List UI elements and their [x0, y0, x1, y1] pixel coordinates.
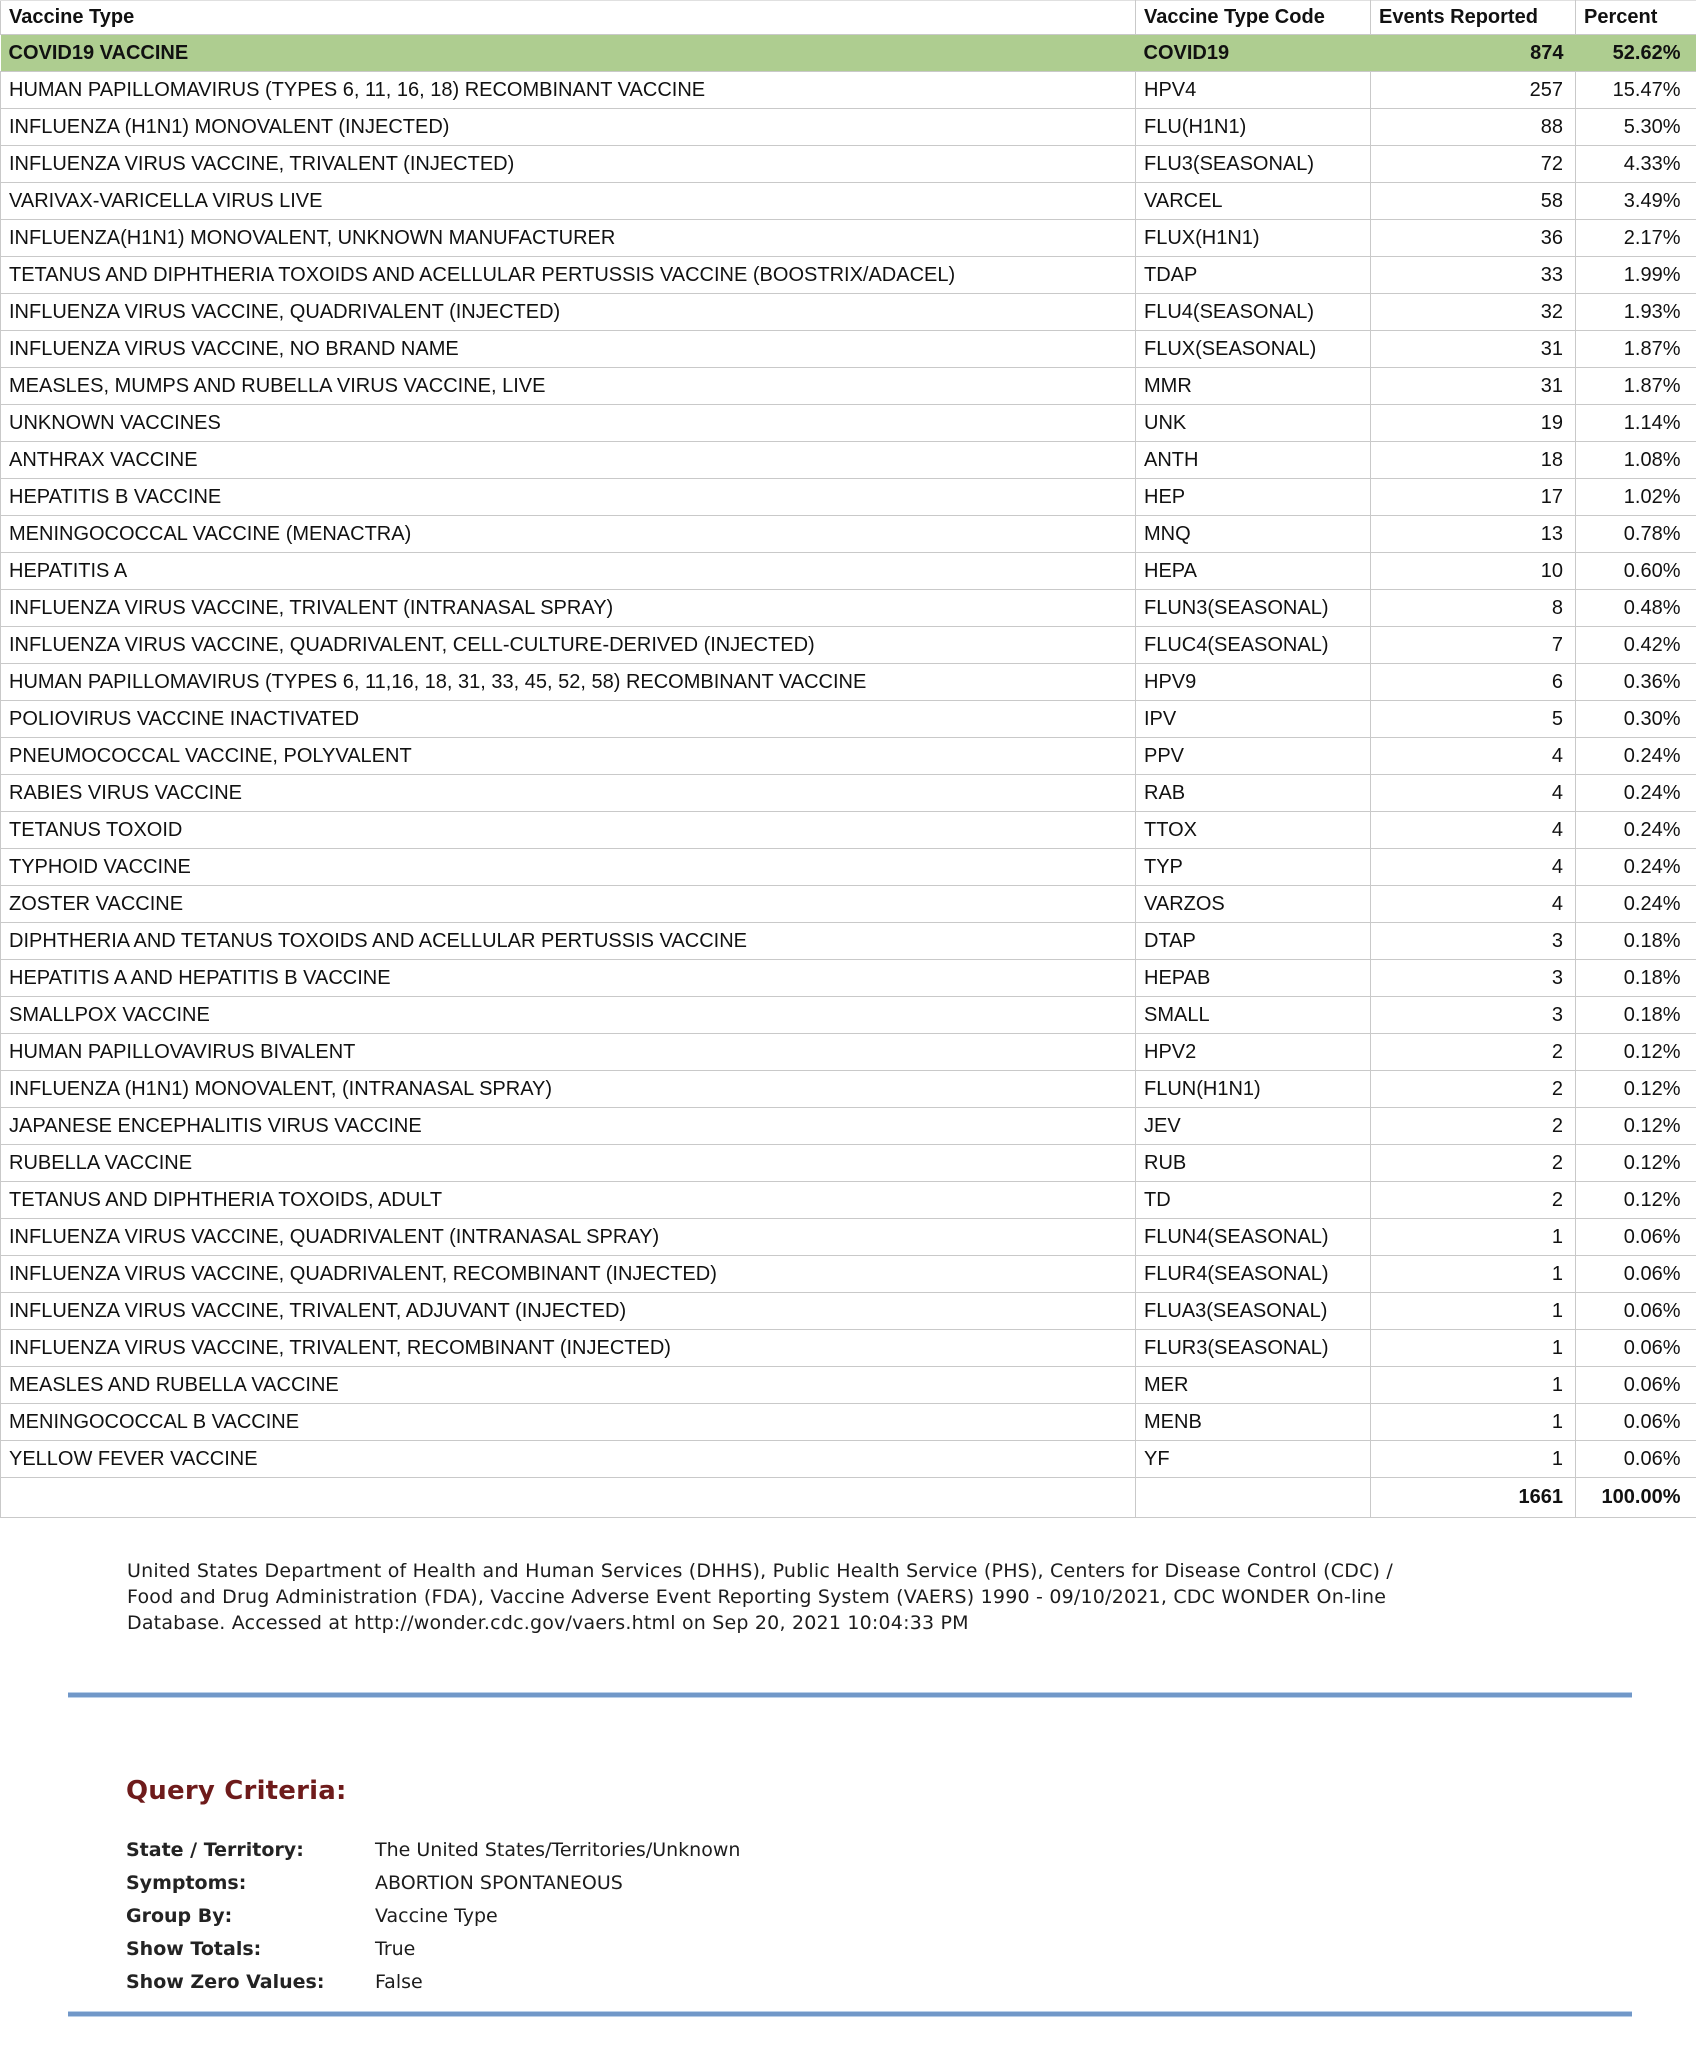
- vaccine-code-cell: FLUN3(SEASONAL): [1136, 590, 1371, 627]
- events-cell: 1: [1371, 1293, 1576, 1330]
- table-row: [1, 220, 1696, 257]
- vaccine-code-cell: YF: [1136, 1441, 1371, 1478]
- table-row: [1, 1441, 1696, 1478]
- table-row: [1, 1404, 1696, 1441]
- vaccine-code-cell: DTAP: [1136, 923, 1371, 960]
- table-row: [1, 442, 1696, 479]
- vaccine-type-cell: DIPHTHERIA AND TETANUS TOXOIDS AND ACELLULAR PERTUSSIS VACCINE: [1, 923, 1136, 960]
- vaccine-type-cell: UNKNOWN VACCINES: [1, 405, 1136, 442]
- events-cell: 874: [1371, 35, 1576, 72]
- vaccine-code-cell: FLUN4(SEASONAL): [1136, 1219, 1371, 1256]
- vaccine-type-cell: PNEUMOCOCCAL VACCINE, POLYVALENT: [1, 738, 1136, 775]
- vaccine-type-cell: JAPANESE ENCEPHALITIS VIRUS VACCINE: [1, 1108, 1136, 1145]
- vaccine-type-cell: ZOSTER VACCINE: [1, 886, 1136, 923]
- vaccine-type-cell: MEASLES AND RUBELLA VACCINE: [1, 1367, 1136, 1404]
- vaccine-type-cell: INFLUENZA (H1N1) MONOVALENT (INJECTED): [1, 109, 1136, 146]
- criteria-row-show-totals: [126, 1939, 1696, 1960]
- vaccine-code-cell: HEP: [1136, 479, 1371, 516]
- table-row: [1, 257, 1696, 294]
- vaccine-type-cell: YELLOW FEVER VACCINE: [1, 1441, 1136, 1478]
- table-row: [1, 1256, 1696, 1293]
- vaccine-code-cell: FLU4(SEASONAL): [1136, 294, 1371, 331]
- criteria-value: Vaccine Type: [375, 1905, 498, 1927]
- percent-cell: 0.12%: [1576, 1145, 1696, 1182]
- table-row: [1, 516, 1696, 553]
- criteria-row-state-territory: [126, 1840, 1696, 1861]
- events-cell: 10: [1371, 553, 1576, 590]
- vaccine-type-cell: INFLUENZA VIRUS VACCINE, TRIVALENT (INJECTED): [1, 146, 1136, 183]
- events-cell: 19: [1371, 405, 1576, 442]
- events-cell: 4: [1371, 849, 1576, 886]
- vaccine-code-cell: FLU(H1N1): [1136, 109, 1371, 146]
- percent-cell: 0.18%: [1576, 960, 1696, 997]
- footnote-line: Food and Drug Administration (FDA), Vaccine Adverse Event Reporting System (VAERS) 1990 - 09/10/2021, CDC WONDER On-line: [127, 1586, 1387, 1608]
- table-body: [1, 35, 1696, 1478]
- vaccine-code-cell: HPV9: [1136, 664, 1371, 701]
- percent-cell: 0.48%: [1576, 590, 1696, 627]
- table-row: [1, 997, 1696, 1034]
- events-cell: 1: [1371, 1404, 1576, 1441]
- table-row: [1, 775, 1696, 812]
- events-cell: 1: [1371, 1330, 1576, 1367]
- events-cell: 3: [1371, 997, 1576, 1034]
- vaccine-code-cell: ANTH: [1136, 442, 1371, 479]
- query-criteria-list: [126, 1840, 1696, 1993]
- table-row: [1, 886, 1696, 923]
- events-cell: 3: [1371, 960, 1576, 997]
- vaccine-type-cell: RUBELLA VACCINE: [1, 1145, 1136, 1182]
- footnote-line: Database. Accessed at http://wonder.cdc.gov/vaers.html on Sep 20, 2021 10:04:33 PM: [127, 1612, 969, 1634]
- vaccine-type-cell: INFLUENZA VIRUS VACCINE, QUADRIVALENT (INTRANASAL SPRAY): [1, 1219, 1136, 1256]
- events-cell: 7: [1371, 627, 1576, 664]
- table-row: [1, 1219, 1696, 1256]
- vaccine-type-cell: TETANUS TOXOID: [1, 812, 1136, 849]
- section-divider-bottom: [68, 2011, 1632, 2017]
- vaccine-code-cell: PPV: [1136, 738, 1371, 775]
- table-row: [1, 1071, 1696, 1108]
- events-cell: 3: [1371, 923, 1576, 960]
- events-cell: 5: [1371, 701, 1576, 738]
- vaccine-type-cell: INFLUENZA VIRUS VACCINE, TRIVALENT, ADJUVANT (INJECTED): [1, 1293, 1136, 1330]
- percent-cell: 0.06%: [1576, 1293, 1696, 1330]
- events-cell: 257: [1371, 72, 1576, 109]
- vaccine-code-cell: FLUA3(SEASONAL): [1136, 1293, 1371, 1330]
- table-row: [1, 1145, 1696, 1182]
- percent-cell: 0.06%: [1576, 1219, 1696, 1256]
- vaccine-type-cell: COVID19 VACCINE: [1, 35, 1136, 72]
- percent-cell: 0.60%: [1576, 553, 1696, 590]
- table-row: [1, 405, 1696, 442]
- percent-cell: 1.87%: [1576, 331, 1696, 368]
- percent-cell: 0.12%: [1576, 1182, 1696, 1219]
- percent-cell: 0.18%: [1576, 997, 1696, 1034]
- table-row: [1, 1034, 1696, 1071]
- events-cell: 1: [1371, 1367, 1576, 1404]
- table-row: [1, 590, 1696, 627]
- vaccine-type-cell: INFLUENZA VIRUS VACCINE, QUADRIVALENT, CELL-CULTURE-DERIVED (INJECTED): [1, 627, 1136, 664]
- criteria-row-group-by: [126, 1906, 1696, 1927]
- vaccine-code-cell: COVID19: [1136, 35, 1371, 72]
- table-row: [1, 1182, 1696, 1219]
- vaccine-code-cell: MMR: [1136, 368, 1371, 405]
- table-row: [1, 960, 1696, 997]
- events-cell: 1: [1371, 1219, 1576, 1256]
- criteria-value: The United States/Territories/Unknown: [375, 1839, 741, 1861]
- vaccine-type-cell: VARIVAX-VARICELLA VIRUS LIVE: [1, 183, 1136, 220]
- criteria-label: Show Zero Values:: [126, 1971, 325, 1993]
- vaccine-code-cell: TDAP: [1136, 257, 1371, 294]
- query-criteria-heading: Query Criteria:: [126, 1776, 347, 1806]
- criteria-row-show-zero-values: [126, 1972, 1696, 1993]
- percent-cell: 0.24%: [1576, 812, 1696, 849]
- vaccine-type-cell: TETANUS AND DIPHTHERIA TOXOIDS, ADULT: [1, 1182, 1136, 1219]
- events-cell: 33: [1371, 257, 1576, 294]
- vaccine-code-cell: SMALL: [1136, 997, 1371, 1034]
- percent-cell: 15.47%: [1576, 72, 1696, 109]
- total-events-cell: 1661: [1371, 1478, 1576, 1518]
- percent-cell: 1.02%: [1576, 479, 1696, 516]
- events-cell: 8: [1371, 590, 1576, 627]
- vaccine-type-cell: HEPATITIS A AND HEPATITIS B VACCINE: [1, 960, 1136, 997]
- events-cell: 17: [1371, 479, 1576, 516]
- percent-cell: 0.18%: [1576, 923, 1696, 960]
- criteria-label: Symptoms:: [126, 1872, 247, 1894]
- vaccine-type-cell: HEPATITIS B VACCINE: [1, 479, 1136, 516]
- events-cell: 6: [1371, 664, 1576, 701]
- vaccine-type-cell: MEASLES, MUMPS AND RUBELLA VIRUS VACCINE, LIVE: [1, 368, 1136, 405]
- events-cell: 1: [1371, 1441, 1576, 1478]
- percent-cell: 1.08%: [1576, 442, 1696, 479]
- column-header-percent: Percent: [1576, 1, 1696, 35]
- percent-cell: 52.62%: [1576, 35, 1696, 72]
- table-row: [1, 849, 1696, 886]
- vaccine-code-cell: IPV: [1136, 701, 1371, 738]
- vaccine-type-cell: HUMAN PAPILLOMAVIRUS (TYPES 6, 11,16, 18, 31, 33, 45, 52, 58) RECOMBINANT VACCINE: [1, 664, 1136, 701]
- criteria-value: False: [375, 1971, 423, 1993]
- vaccine-code-cell: FLUX(SEASONAL): [1136, 331, 1371, 368]
- events-cell: 32: [1371, 294, 1576, 331]
- percent-cell: 0.30%: [1576, 701, 1696, 738]
- percent-cell: 0.24%: [1576, 738, 1696, 775]
- percent-cell: 0.12%: [1576, 1034, 1696, 1071]
- vaccine-code-cell: TYP: [1136, 849, 1371, 886]
- vaccine-code-cell: FLUC4(SEASONAL): [1136, 627, 1371, 664]
- vaccine-code-cell: UNK: [1136, 405, 1371, 442]
- vaccine-code-cell: HPV2: [1136, 1034, 1371, 1071]
- vaccine-type-cell: RABIES VIRUS VACCINE: [1, 775, 1136, 812]
- events-cell: 2: [1371, 1108, 1576, 1145]
- percent-cell: 1.99%: [1576, 257, 1696, 294]
- percent-cell: 1.14%: [1576, 405, 1696, 442]
- events-cell: 58: [1371, 183, 1576, 220]
- total-code-cell: [1136, 1478, 1371, 1518]
- vaccine-code-cell: TD: [1136, 1182, 1371, 1219]
- vaccine-code-cell: FLU3(SEASONAL): [1136, 146, 1371, 183]
- table-header-row: [1, 1, 1696, 35]
- percent-cell: 0.42%: [1576, 627, 1696, 664]
- events-cell: 4: [1371, 812, 1576, 849]
- vaccine-type-cell: INFLUENZA(H1N1) MONOVALENT, UNKNOWN MANUFACTURER: [1, 220, 1136, 257]
- vaccine-type-cell: HUMAN PAPILLOVAVIRUS BIVALENT: [1, 1034, 1136, 1071]
- vaccine-code-cell: HPV4: [1136, 72, 1371, 109]
- table-row: [1, 812, 1696, 849]
- vaccine-type-cell: TETANUS AND DIPHTHERIA TOXOIDS AND ACELLULAR PERTUSSIS VACCINE (BOOSTRIX/ADACEL): [1, 257, 1136, 294]
- vaccine-type-cell: MENINGOCOCCAL B VACCINE: [1, 1404, 1136, 1441]
- events-cell: 18: [1371, 442, 1576, 479]
- criteria-label: Group By:: [126, 1905, 233, 1927]
- percent-cell: 0.78%: [1576, 516, 1696, 553]
- vaccine-type-cell: INFLUENZA (H1N1) MONOVALENT, (INTRANASAL SPRAY): [1, 1071, 1136, 1108]
- events-cell: 2: [1371, 1071, 1576, 1108]
- vaccine-type-cell: HUMAN PAPILLOMAVIRUS (TYPES 6, 11, 16, 18) RECOMBINANT VACCINE: [1, 72, 1136, 109]
- total-row: [1, 1478, 1696, 1518]
- data-source-footnote: [127, 1558, 1607, 1636]
- events-cell: 4: [1371, 738, 1576, 775]
- events-cell: 72: [1371, 146, 1576, 183]
- events-cell: 31: [1371, 368, 1576, 405]
- total-percent-cell: 100.00%: [1576, 1478, 1696, 1518]
- events-cell: 2: [1371, 1145, 1576, 1182]
- events-cell: 2: [1371, 1034, 1576, 1071]
- table-row: [1, 72, 1696, 109]
- column-header-events-reported: Events Reported: [1371, 1, 1576, 35]
- vaccine-code-cell: MENB: [1136, 1404, 1371, 1441]
- percent-cell: 0.06%: [1576, 1367, 1696, 1404]
- total-vaccine-type-cell: [1, 1478, 1136, 1518]
- percent-cell: 2.17%: [1576, 220, 1696, 257]
- table-row: [1, 738, 1696, 775]
- table-row: [1, 294, 1696, 331]
- percent-cell: 0.06%: [1576, 1330, 1696, 1367]
- table-row: [1, 627, 1696, 664]
- events-cell: 2: [1371, 1182, 1576, 1219]
- percent-cell: 0.06%: [1576, 1256, 1696, 1293]
- table-row: [1, 1108, 1696, 1145]
- percent-cell: 0.06%: [1576, 1404, 1696, 1441]
- vaccine-code-cell: FLUR4(SEASONAL): [1136, 1256, 1371, 1293]
- percent-cell: 5.30%: [1576, 109, 1696, 146]
- vaccine-code-cell: VARZOS: [1136, 886, 1371, 923]
- vaccine-type-cell: INFLUENZA VIRUS VACCINE, TRIVALENT (INTRANASAL SPRAY): [1, 590, 1136, 627]
- percent-cell: 3.49%: [1576, 183, 1696, 220]
- vaccine-type-cell: HEPATITIS A: [1, 553, 1136, 590]
- percent-cell: 1.93%: [1576, 294, 1696, 331]
- column-header-vaccine-type-code: Vaccine Type Code: [1136, 1, 1371, 35]
- vaccine-code-cell: RUB: [1136, 1145, 1371, 1182]
- table-row: [1, 1330, 1696, 1367]
- table-row: [1, 109, 1696, 146]
- events-cell: 31: [1371, 331, 1576, 368]
- vaccine-code-cell: VARCEL: [1136, 183, 1371, 220]
- percent-cell: 0.24%: [1576, 886, 1696, 923]
- table-row: [1, 479, 1696, 516]
- events-cell: 36: [1371, 220, 1576, 257]
- events-cell: 4: [1371, 886, 1576, 923]
- column-header-vaccine-type: Vaccine Type: [1, 1, 1136, 35]
- percent-cell: 4.33%: [1576, 146, 1696, 183]
- vaccine-code-cell: MNQ: [1136, 516, 1371, 553]
- percent-cell: 1.87%: [1576, 368, 1696, 405]
- criteria-row-symptoms: [126, 1873, 1696, 1894]
- table-row: [1, 368, 1696, 405]
- table-row: [1, 553, 1696, 590]
- criteria-value: True: [375, 1938, 416, 1960]
- vaccine-code-cell: RAB: [1136, 775, 1371, 812]
- percent-cell: 0.24%: [1576, 775, 1696, 812]
- vaccine-type-cell: ANTHRAX VACCINE: [1, 442, 1136, 479]
- vaccine-code-cell: FLUR3(SEASONAL): [1136, 1330, 1371, 1367]
- table-row: [1, 35, 1696, 72]
- vaccine-type-cell: INFLUENZA VIRUS VACCINE, NO BRAND NAME: [1, 331, 1136, 368]
- vaccine-code-cell: TTOX: [1136, 812, 1371, 849]
- vaccine-code-cell: FLUN(H1N1): [1136, 1071, 1371, 1108]
- criteria-label: State / Territory:: [126, 1839, 304, 1861]
- vaccine-type-cell: MENINGOCOCCAL VACCINE (MENACTRA): [1, 516, 1136, 553]
- events-cell: 1: [1371, 1256, 1576, 1293]
- table-row: [1, 664, 1696, 701]
- percent-cell: 0.24%: [1576, 849, 1696, 886]
- percent-cell: 0.12%: [1576, 1108, 1696, 1145]
- table-row: [1, 1293, 1696, 1330]
- vaccine-type-cell: SMALLPOX VACCINE: [1, 997, 1136, 1034]
- criteria-label: Show Totals:: [126, 1938, 262, 1960]
- table-row: [1, 701, 1696, 738]
- vaccine-type-cell: TYPHOID VACCINE: [1, 849, 1136, 886]
- vaccine-code-cell: MER: [1136, 1367, 1371, 1404]
- vaccine-code-cell: JEV: [1136, 1108, 1371, 1145]
- events-cell: 88: [1371, 109, 1576, 146]
- vaccine-type-cell: INFLUENZA VIRUS VACCINE, QUADRIVALENT (INJECTED): [1, 294, 1136, 331]
- vaccine-code-cell: HEPA: [1136, 553, 1371, 590]
- table-row: [1, 1367, 1696, 1404]
- table-row: [1, 923, 1696, 960]
- vaccine-type-cell: POLIOVIRUS VACCINE INACTIVATED: [1, 701, 1136, 738]
- section-divider-top: [68, 1692, 1632, 1698]
- footnote-line: United States Department of Health and Human Services (DHHS), Public Health Service (PHS), Centers for Disease Control (CDC) /: [127, 1560, 1394, 1582]
- events-cell: 13: [1371, 516, 1576, 553]
- vaccine-type-cell: INFLUENZA VIRUS VACCINE, TRIVALENT, RECOMBINANT (INJECTED): [1, 1330, 1136, 1367]
- vaccine-code-cell: HEPAB: [1136, 960, 1371, 997]
- percent-cell: 0.36%: [1576, 664, 1696, 701]
- criteria-value: ABORTION SPONTANEOUS: [375, 1872, 623, 1894]
- table-row: [1, 183, 1696, 220]
- percent-cell: 0.06%: [1576, 1441, 1696, 1478]
- events-cell: 4: [1371, 775, 1576, 812]
- table-row: [1, 331, 1696, 368]
- percent-cell: 0.12%: [1576, 1071, 1696, 1108]
- vaccine-code-cell: FLUX(H1N1): [1136, 220, 1371, 257]
- vaccine-type-cell: INFLUENZA VIRUS VACCINE, QUADRIVALENT, RECOMBINANT (INJECTED): [1, 1256, 1136, 1293]
- table-row: [1, 146, 1696, 183]
